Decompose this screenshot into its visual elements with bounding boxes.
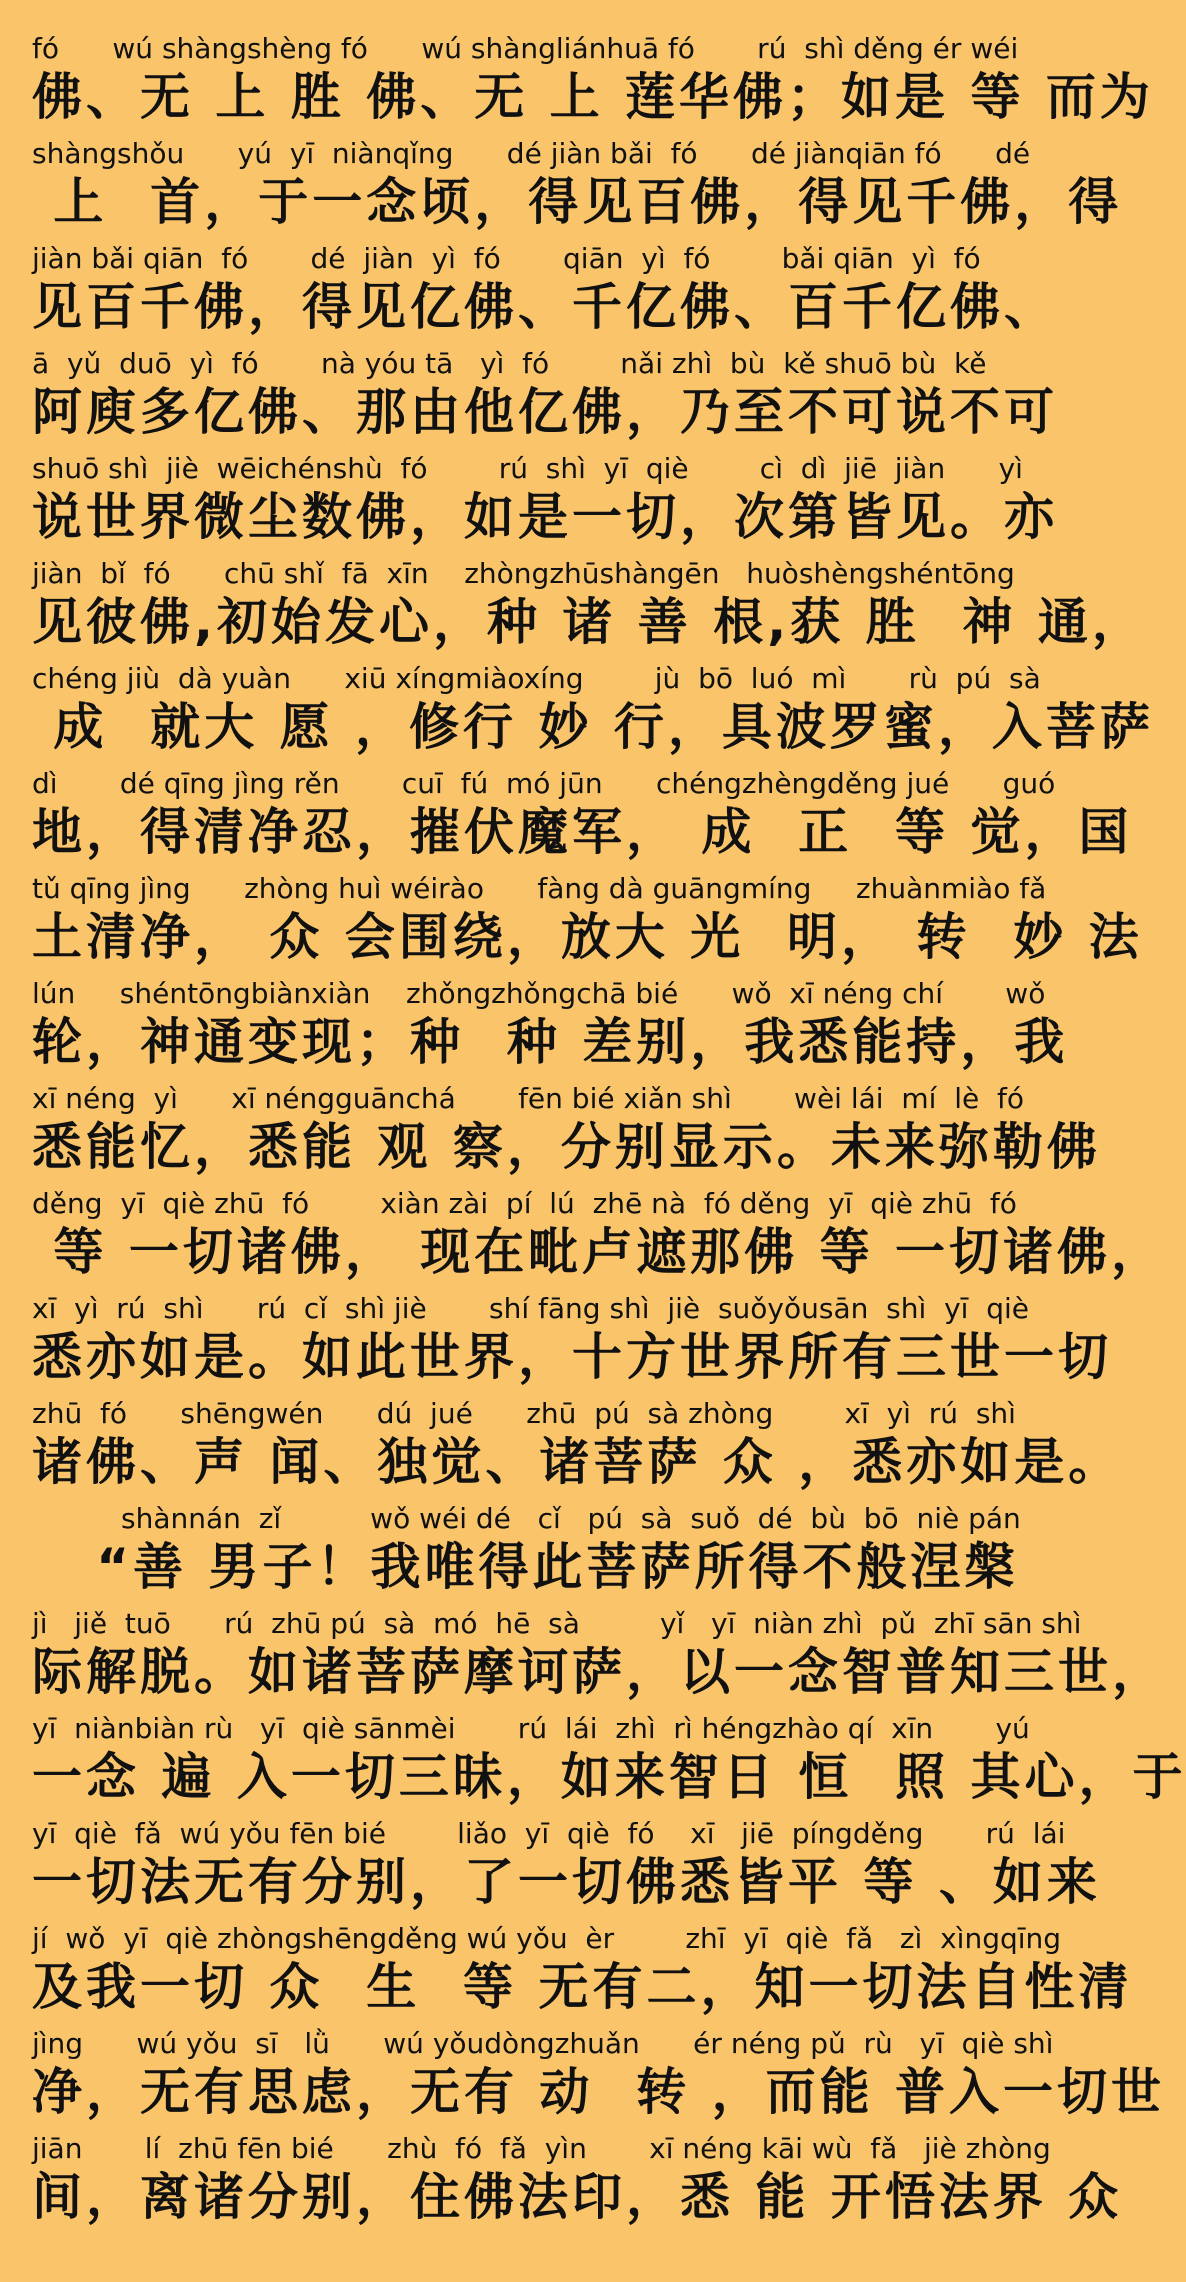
text-line xyxy=(32,2027,1166,2132)
chinese-text: 诸佛、声 闻、独觉、诸菩萨 众 ，悉亦如是。 xyxy=(32,1433,1123,1491)
pinyin-annotation: dì dé qīng jìng rěn cuī fú mó jūn chéngzhèngděng jué guó xyxy=(32,767,1056,800)
pinyin-annotation: jiàn bǐ fó chū shǐ fā xīn zhòngzhūshàngēn huòshèngshéntōng xyxy=(32,557,1015,590)
pinyin-annotation: xī yì rú shì rú cǐ shì jiè shí fāng shì jiè suǒyǒusān shì yī qiè xyxy=(32,1292,1030,1325)
text-line xyxy=(32,872,1143,977)
pinyin-annotation: yī qiè fǎ wú yǒu fēn bié liǎo yī qiè fó xī jiē píngděng rú lái xyxy=(32,1817,1066,1850)
text-line xyxy=(32,452,1058,557)
pinyin-annotation: shàngshǒu yú yī niànqǐng dé jiàn bǎi fó dé jiànqiān fó dé xyxy=(32,137,1031,170)
pinyin-annotation: ā yǔ duō yì fó nà yóu tā yì fó nǎi zhì bù kě shuō bù kě xyxy=(32,347,987,380)
chinese-text: 上 首，于一念顷，得见百佛，得见千佛，得 xyxy=(32,173,1123,231)
text-line xyxy=(32,1607,1166,1712)
text-line xyxy=(32,1922,1133,2027)
chinese-text: 一念 遍 入一切三昧，如来智日 恒 照 其心，于 xyxy=(32,1748,1186,1806)
text-line xyxy=(32,1397,1123,1502)
text-line xyxy=(32,2132,1123,2237)
text-line xyxy=(32,1817,1101,1922)
chinese-text: 及我一切 众 生 等 无有二，知一切法自性清 xyxy=(32,1958,1133,2016)
text-line xyxy=(32,767,1133,872)
chinese-text: 成 就大 愿 ，修行 妙 行，具波罗蜜，入菩萨 xyxy=(32,698,1154,756)
text-line xyxy=(32,1712,1186,1817)
chinese-text: 悉亦如是。如此世界，十方世界所有三世一切 xyxy=(32,1328,1112,1386)
chinese-text: 土清净， 众 会围绕，放大 光 明， 转 妙 法 xyxy=(32,908,1143,966)
pinyin-annotation: chéng jiù dà yuàn xiū xíngmiàoxíng jù bō luó mì rù pú sà xyxy=(32,662,1041,695)
text-line xyxy=(32,347,1058,452)
chinese-text: 见百千佛，得见亿佛、千亿佛、百千亿佛、 xyxy=(32,278,1058,336)
text-line xyxy=(32,557,1146,662)
text-line xyxy=(32,32,1154,137)
chinese-text: 说世界微尘数佛，如是一切，次第皆见。亦 xyxy=(32,488,1058,546)
chinese-text: 间，离诸分别，住佛法印，悉 能 开悟法界 众 xyxy=(32,2168,1123,2226)
text-line xyxy=(32,662,1154,767)
chinese-text: 净，无有思虑，无有 动 转 ，而能 普入一切世 xyxy=(32,2063,1166,2121)
chinese-text: 轮，神通变现；种 种 差别，我悉能持，我 xyxy=(32,1013,1069,1071)
pinyin-annotation: jìng wú yǒu sī lǜ wú yǒudòngzhuǎn ér néng pǔ rù yī qiè shì xyxy=(32,2027,1054,2060)
pinyin-annotation: xī néng yì xī néngguānchá fēn bié xiǎn shì wèi lái mí lè fó xyxy=(32,1082,1025,1115)
pinyin-annotation: fó wú shàngshèng fó wú shàngliánhuā fó rú shì děng ér wéi xyxy=(32,32,1019,65)
pinyin-annotation: tǔ qīng jìng zhòng huì wéirào fàng dà guāngmíng zhuànmiào fǎ xyxy=(32,872,1047,905)
pinyin-annotation: jí wǒ yī qiè zhòngshēngděng wú yǒu èr zhī yī qiè fǎ zì xìngqīng xyxy=(32,1922,1062,1955)
chinese-text: 际解脱。如诸菩萨摩诃萨，以一念智普知三世， xyxy=(32,1643,1166,1701)
chinese-text: 地，得清净忍，摧伏魔军， 成 正 等 觉，国 xyxy=(32,803,1133,861)
text-line xyxy=(32,1292,1112,1397)
pinyin-annotation: jiān lí zhū fēn bié zhù fó fǎ yìn xī néng kāi wù fǎ jiè zhòng xyxy=(32,2132,1051,2165)
chinese-text: 一切法无有分别，了一切佛悉皆平 等 、如来 xyxy=(32,1853,1101,1911)
pinyin-annotation: děng yī qiè zhū fó xiàn zài pí lú zhē nà fó děng yī qiè zhū fó xyxy=(32,1187,1017,1220)
pinyin-annotation: yī niànbiàn rù yī qiè sānmèi rú lái zhì rì héngzhào qí xīn yú xyxy=(32,1712,1030,1745)
chinese-text: 佛、无 上 胜 佛、无 上 莲华佛；如是 等 而为 xyxy=(32,68,1154,126)
chinese-text: “善 男子！我唯得此菩萨所得不般涅槃 xyxy=(32,1538,1019,1596)
pinyin-annotation: jì jiě tuō rú zhū pú sà mó hē sà yǐ yī niàn zhì pǔ zhī sān shì xyxy=(32,1607,1082,1640)
chinese-text: 见彼佛,初始发心，种 诸 善 根,获 胜 神 通， xyxy=(32,593,1146,651)
chinese-text: 等 一切诸佛， 现在毗卢遮那佛 等 一切诸佛， xyxy=(32,1223,1166,1281)
pinyin-annotation: shànnán zǐ wǒ wéi dé cǐ pú sà suǒ dé bù bō niè pán xyxy=(32,1502,1021,1535)
text-line xyxy=(32,1082,1101,1187)
pinyin-annotation: zhū fó shēngwén dú jué zhū pú sà zhòng xī yì rú shì xyxy=(32,1397,1016,1430)
text-line xyxy=(32,1187,1166,1292)
text-line xyxy=(32,137,1123,242)
pinyin-annotation: lún shéntōngbiànxiàn zhǒngzhǒngchā bié wǒ xī néng chí wǒ xyxy=(32,977,1046,1010)
chinese-text: 阿庾多亿佛、那由他亿佛，乃至不可说不可 xyxy=(32,383,1058,441)
text-line xyxy=(32,242,1058,347)
pinyin-annotation: jiàn bǎi qiān fó dé jiàn yì fó qiān yì fó bǎi qiān yì fó xyxy=(32,242,981,275)
text-line xyxy=(32,977,1069,1082)
pinyin-annotation: shuō shì jiè wēichénshù fó rú shì yī qiè cì dì jiē jiàn yì xyxy=(32,452,1023,485)
chinese-text: 悉能忆，悉能 观 察，分别显示。未来弥勒佛 xyxy=(32,1118,1101,1176)
text-line xyxy=(32,1502,1054,1607)
